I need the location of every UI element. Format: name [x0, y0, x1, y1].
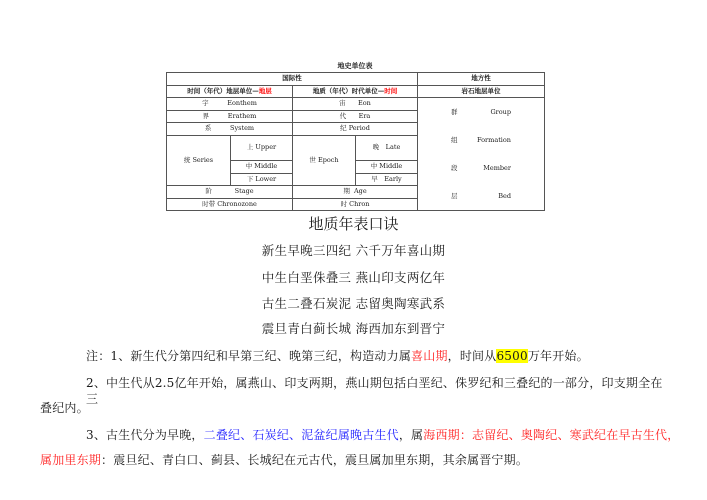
- note-1: 注：1、新生代分第四纪和早第三纪、晚第三纪，构造动力属喜山期，时间从6500万年开始。: [86, 349, 589, 363]
- strat-unit-cell: 界 Erathem: [167, 110, 293, 123]
- strat-unit-cell: 宇 Eonthem: [167, 98, 293, 111]
- poem-line: 震旦青白蓟长城 海西加东到晋宁: [261, 321, 446, 336]
- local-unit-member: 段 Member: [451, 164, 511, 172]
- chron-cell: 时 Chron: [293, 198, 418, 211]
- table-title: 地史单位表: [337, 61, 373, 70]
- header-geochronologic: 地质（年代）时代单位—时间: [293, 85, 418, 98]
- poem-line: 新生早晚三四纪 六千万年喜山期: [261, 243, 446, 258]
- age-cell: 期 Age: [293, 186, 418, 199]
- poem-line: 中生白垩侏叠三 燕山印支两亿年: [261, 270, 446, 285]
- table-header-row-1: [167, 73, 545, 86]
- stage-cell: 阶 Stage: [167, 186, 293, 199]
- note-3: 3、古生代分为早晚，二叠纪、石炭纪、泥盆纪属晚古生代，属海西期：志留纪、奥陶纪、寒武纪在早古生代，: [86, 428, 680, 442]
- series-cell: 统 Series: [167, 135, 231, 186]
- local-unit-formation: 组 Formation: [451, 136, 511, 144]
- series-sub-cell: 中 Middle: [231, 161, 293, 174]
- strat-unit-cell: 系 System: [167, 123, 293, 136]
- header-lithostratigraphic: 岩石地层单位: [418, 85, 545, 98]
- epoch-cell: 世 Epoch: [293, 135, 356, 186]
- note-2: 2、中生代从2.5亿年开始，属燕山、印支两期，燕山期包括白垩纪、侏罗纪和三叠纪的一部分，印支期全在三: [86, 376, 663, 406]
- poem-line: 古生二叠石炭泥 志留奥陶寒武系: [261, 296, 446, 311]
- table-row: [167, 98, 545, 111]
- geologic-units-table: [166, 72, 545, 211]
- epoch-sub-cell: 晚 Late: [356, 135, 418, 161]
- header-international: 国际性: [167, 73, 418, 86]
- time-unit-cell: 纪 Period: [293, 123, 418, 136]
- table-header-row-2: [167, 85, 545, 98]
- local-unit-group: 群 Group: [451, 108, 511, 116]
- note-3-continued: 属加里东期：震旦纪、青白口、蓟县、长城纪在元古代，震旦属加里东期，其余属晋宁期。: [40, 453, 529, 467]
- series-sub-cell: 下 Lower: [231, 173, 293, 186]
- series-sub-cell: 上 Upper: [231, 135, 293, 161]
- header-chronostratigraphic: 时间（年代）地层单位—地层: [167, 85, 293, 98]
- poem-title: 地质年表口诀: [308, 215, 399, 233]
- local-units-cell: [418, 98, 545, 211]
- local-unit-bed: 层 Bed: [451, 192, 511, 200]
- epoch-sub-cell: 早 Early: [356, 173, 418, 186]
- chronozone-cell: 时带 Chronozone: [167, 198, 293, 211]
- epoch-sub-cell: 中 Middle: [356, 161, 418, 174]
- time-unit-cell: 宙 Eon: [293, 98, 418, 111]
- note-2-continued: 叠纪内。: [40, 401, 89, 415]
- time-unit-cell: 代 Era: [293, 110, 418, 123]
- header-local: 地方性: [418, 73, 545, 86]
